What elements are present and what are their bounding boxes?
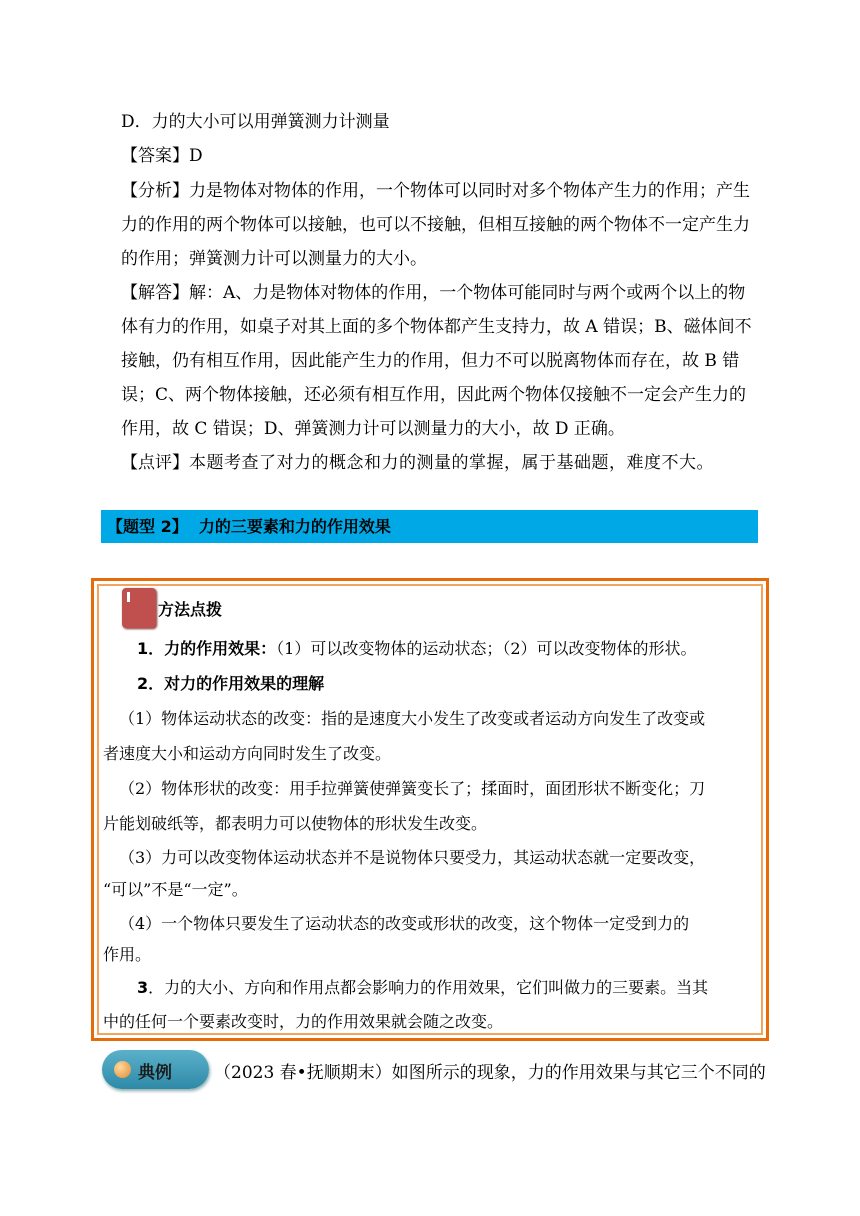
solution-line-4: 误；C、两个物体接触，还必须有相互作用，因此两个物体仅接触不一定会产生力的 — [121, 385, 747, 405]
section-title: 力的三要素和力的作用效果 — [198, 517, 391, 536]
solution-text-1: 解：A、力是物体对物体的作用，一个物体可能同时与两个或两个以上的物 — [189, 283, 746, 303]
method-p5-line-1: （3）力可以改变物体运动状态并不是说物体只要受力，其运动状态就一定要改变， — [119, 848, 706, 867]
solution-tag: 【解答】 — [121, 283, 189, 303]
section-tag: 【题型 2】 — [107, 517, 188, 536]
solution-line-1 — [121, 282, 745, 304]
analysis-text-1: 力是物体对物体的作用，一个物体可以同时对多个物体产生力的作用；产生 — [189, 181, 750, 201]
comment-tag: 【点评】 — [121, 453, 189, 473]
analysis-line-1 — [121, 180, 750, 202]
solution-line-2: 体有力的作用，如桌子对其上面的多个物体都产生支持力，故 A 错误；B、磁体间不 — [121, 317, 752, 337]
method-point-3-head: 3 — [137, 978, 149, 997]
method-p4-line-1: （2）物体形状的改变：用手拉弹簧使弹簧变长了；揉面时，面团形状不断变化；刀 — [119, 779, 706, 798]
method-title: 方法点拨 — [158, 600, 223, 619]
example-question: （2023 春•抚顺期末）如图所示的现象，力的作用效果与其它三个不同的 — [214, 1063, 766, 1083]
method-point-2: 2．对力的作用效果的理解 — [137, 674, 325, 693]
answer-value: D — [189, 146, 203, 166]
method-p4-line-2: 片能划破纸等，都表明力可以使物体的形状发生改变。 — [103, 814, 488, 833]
method-point-1-head: 1．力的作用效果： — [137, 639, 277, 658]
method-point-3-line-2: 中的任何一个要素改变时，力的作用效果就会随之改变。 — [103, 1012, 504, 1031]
example-badge — [102, 1050, 209, 1089]
solution-line-5: 作用，故 C 错误；D、弹簧测力计可以测量力的大小，故 D 正确。 — [121, 419, 625, 439]
analysis-line-3: 的作用；弹簧测力计可以测量力的大小。 — [121, 249, 427, 269]
method-point-1 — [103, 631, 757, 666]
solution-line-3: 接触，仍有相互作用，因此能产生力的作用，但力不可以脱离物体而存在，故 B 错 — [121, 351, 740, 371]
method-p5-line-2: “可以”不是“一定”。 — [103, 880, 248, 899]
method-p3-line-2: 者速度大小和运动方向同时发生了改变。 — [103, 744, 392, 763]
analysis-tag: 【分析】 — [121, 181, 189, 201]
answer-line — [121, 145, 203, 167]
option-d: D．力的大小可以用弹簧测力计测量 — [121, 112, 390, 132]
comment-line — [121, 452, 714, 474]
book-icon — [122, 588, 156, 628]
example-label: 典例 — [138, 1063, 172, 1083]
method-p6-line-2: 作用。 — [103, 945, 152, 964]
comment-text: 本题考查了对力的概念和力的测量的掌握，属于基础题，难度不大。 — [189, 453, 714, 473]
answer-tag: 【答案】 — [121, 146, 189, 166]
bullet-icon — [114, 1061, 131, 1078]
method-point-3-text: ．力的大小、方向和作用点都会影响力的作用效果，它们叫做力的三要素。当其 — [148, 978, 709, 997]
method-p6-line-1: （4）一个物体只要发生了运动状态的改变或形状的改变，这个物体一定受到力的 — [119, 914, 690, 933]
method-point-3-line-1 — [103, 970, 757, 1005]
section-header — [101, 510, 758, 543]
method-p3-line-1: （1）物体运动状态的改变：指的是速度大小发生了改变或者运动方向发生了改变或 — [119, 709, 706, 728]
method-point-1-text: （1）可以改变物体的运动状态；（2）可以改变物体的形状。 — [276, 639, 697, 658]
analysis-line-2: 力的作用的两个物体可以接触，也可以不接触，但相互接触的两个物体不一定产生力 — [121, 215, 750, 235]
